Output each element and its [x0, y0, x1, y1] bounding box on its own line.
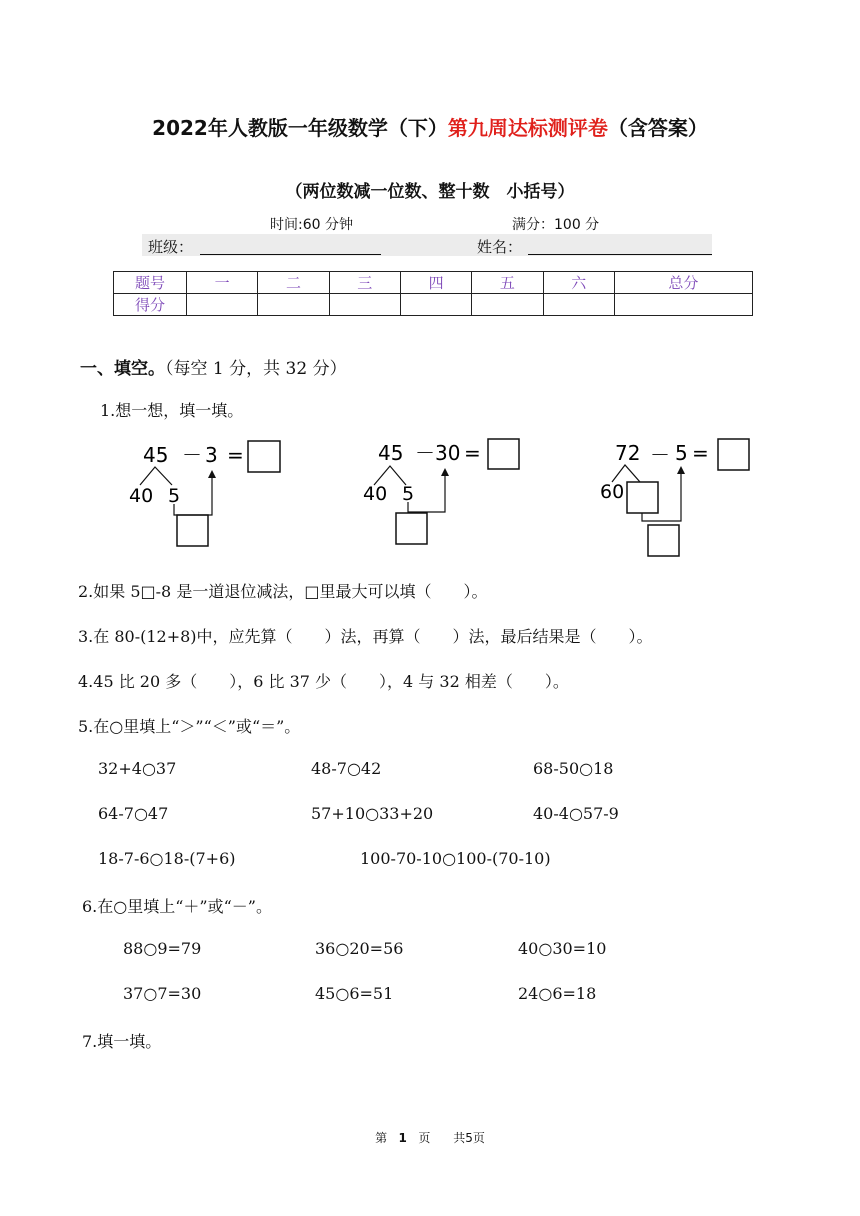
name-blank[interactable]	[528, 254, 712, 255]
class-blank[interactable]	[200, 254, 381, 255]
score-table-score-row	[114, 294, 753, 316]
header-cell: 总分	[614, 272, 752, 294]
diagram-3-equals: =	[692, 441, 709, 465]
sign-item: 40○30=10	[518, 939, 607, 958]
name-label: 姓名：	[477, 238, 523, 256]
compare-item: 32+4○37	[98, 759, 177, 778]
question-4: 4.45 比 20 多（ ），6 比 37 少（ ），4 与 32 相差（ ）。	[78, 672, 569, 691]
section-heading: 一、填空。（每空 1 分，共 32 分）	[80, 359, 347, 379]
row-label-cell: 得分	[114, 294, 187, 316]
question-1: 1.想一想，填一填。	[100, 401, 244, 420]
sign-item: 88○9=79	[123, 939, 202, 958]
question-7: 7.填一填。	[82, 1032, 162, 1051]
sign-item: 37○7=30	[123, 984, 202, 1003]
diagram-3-subtrahend: 5	[675, 441, 688, 465]
diagram-1-part2: 5	[168, 485, 181, 507]
header-cell: 四	[400, 272, 471, 294]
sign-item: 36○20=56	[315, 939, 404, 958]
arrow-head	[441, 468, 449, 476]
diagram-3-operator: －	[650, 443, 670, 467]
header-cell: 五	[472, 272, 543, 294]
score-table	[113, 271, 753, 316]
compare-item: 68-50○18	[533, 759, 614, 778]
arrow-head	[677, 466, 685, 474]
page-footer: 第 1 页 共5页	[375, 1131, 485, 1145]
header-cell: 二	[258, 272, 329, 294]
question-2: 2.如果 5□-8 是一道退位减法，□里最大可以填（ ）。	[78, 582, 488, 601]
diagram-2-part2: 5	[402, 483, 415, 505]
score-table-header-row	[114, 272, 753, 294]
header-cell: 三	[329, 272, 400, 294]
split-lines	[612, 465, 640, 482]
answer-box[interactable]	[488, 439, 519, 469]
compare-item: 100-70-10○100-(70-10)	[360, 849, 551, 868]
answer-box[interactable]	[648, 525, 679, 556]
answer-box[interactable]	[396, 513, 427, 544]
score-cell[interactable]	[400, 294, 471, 316]
diagram-2	[363, 439, 519, 544]
class-label: 班级：	[148, 238, 194, 256]
diagram-1-subtrahend: 3	[205, 443, 218, 467]
question-5: 5.在○里填上“＞”“＜”或“＝”。	[78, 717, 301, 736]
sign-item: 24○6=18	[518, 984, 597, 1003]
diagram-2-operator: －	[415, 441, 435, 465]
header-cell: 题号	[114, 272, 187, 294]
header-cell: 六	[543, 272, 614, 294]
page-subtitle: （两位数减一位数、整十数 小括号）	[285, 182, 575, 202]
arrow-head	[208, 470, 216, 478]
compare-item: 57+10○33+20	[311, 804, 434, 823]
sign-item: 45○6=51	[315, 984, 394, 1003]
diagram-3	[600, 439, 749, 556]
decomposition-diagrams	[0, 430, 860, 565]
diagram-2-subtrahend: 30	[435, 441, 461, 465]
compare-item: 18-7-6○18-(7+6)	[98, 849, 236, 868]
answer-box[interactable]	[177, 515, 208, 546]
question-6: 6.在○里填上“＋”或“－”。	[82, 897, 272, 916]
score-cell[interactable]	[543, 294, 614, 316]
score-cell[interactable]	[258, 294, 329, 316]
compare-item: 48-7○42	[311, 759, 382, 778]
full-score-label: 满分：100 分	[512, 217, 600, 233]
score-cell[interactable]	[187, 294, 258, 316]
split-lines	[140, 467, 172, 485]
diagram-3-part1: 60	[600, 481, 625, 503]
diagram-1-part1: 40	[129, 485, 154, 507]
time-label: 时间:60 分钟	[270, 217, 353, 233]
answer-box[interactable]	[627, 482, 658, 513]
diagram-2-equals: =	[464, 441, 481, 465]
header-cell: 一	[187, 272, 258, 294]
diagram-3-minuend: 72	[615, 441, 641, 465]
score-cell[interactable]	[329, 294, 400, 316]
diagram-1-equals: =	[227, 443, 244, 467]
compare-item: 64-7○47	[98, 804, 169, 823]
diagram-1-operator: －	[182, 443, 202, 467]
question-3: 3.在 80-(12+8)中，应先算（ ）法，再算（ ）法，最后结果是（ ）。	[78, 627, 653, 646]
diagram-2-minuend: 45	[378, 441, 404, 465]
score-cell[interactable]	[472, 294, 543, 316]
compare-item: 40-4○57-9	[533, 804, 619, 823]
score-cell[interactable]	[614, 294, 752, 316]
student-info-bar	[142, 234, 712, 256]
diagram-1-minuend: 45	[143, 443, 169, 467]
answer-box[interactable]	[718, 439, 749, 470]
page-title: 2022年人教版一年级数学（下）第九周达标测评卷（含答案）	[152, 116, 708, 140]
diagram-2-part1: 40	[363, 483, 388, 505]
diagram-1	[129, 441, 280, 546]
answer-box[interactable]	[248, 441, 280, 472]
